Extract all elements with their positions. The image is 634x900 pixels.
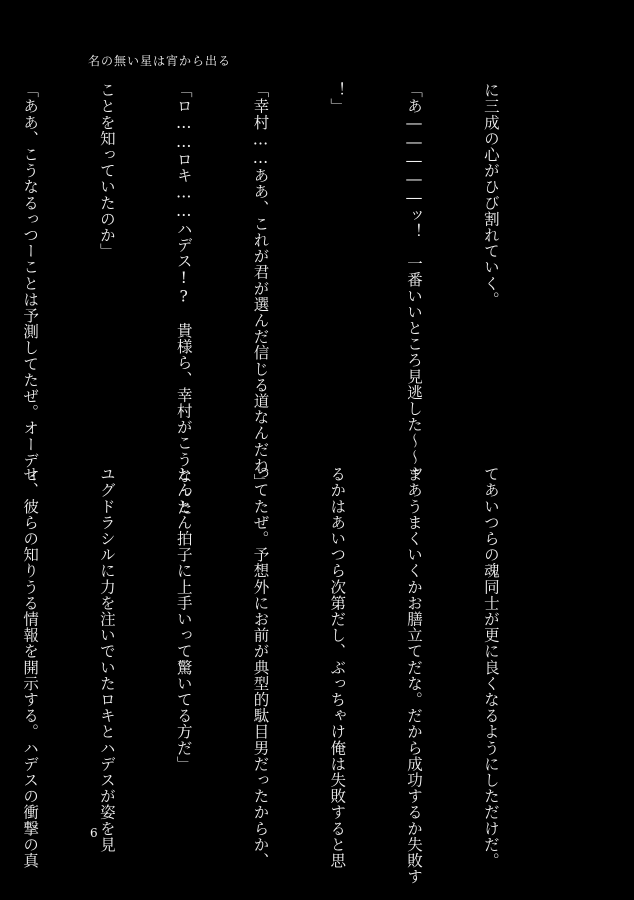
text-column: ってたぜ。予想外にお前が典型的駄目男だったからか、 — [251, 466, 270, 869]
text-column: 「ああ、こうなるっつーことは予測してたぜ。オーディ — [21, 82, 40, 485]
text-block-upper — [0, 82, 554, 516]
text-column: 「ロ……ロキ……ハデス!? 貴様ら、幸村がこうなった — [174, 82, 193, 516]
text-column: 「幸村……ああ、これが君が選んだ信じる道なんだね」 — [251, 82, 270, 490]
text-column: ことを知っていたのか」 — [97, 82, 116, 260]
text-column: るかはあいつら次第だし、ぶっちゃけ俺は失敗すると思 — [328, 466, 347, 869]
text-column: とんとん拍子に上手いって驚いてる方だ」 — [174, 466, 193, 772]
running-head: 名の無い星は宵から出る — [88, 54, 232, 68]
text-column: まあうまくいくかお膳立てだな。だから成功するか失敗す — [405, 466, 424, 885]
page-number: 6 — [90, 826, 98, 840]
text-column: てあいつらの魂同士が更に良くなるようにしただけだ。 — [481, 466, 500, 869]
text-column: に三成の心がひび割れていく。 — [481, 82, 500, 308]
text-column: せ、彼らの知りうる情報を開示する。ハデスの衝撃の真 — [21, 466, 40, 869]
text-column: ユグドラシルに力を注いでいたロキとハデスが姿を見 — [97, 466, 116, 853]
text-block-lower — [0, 466, 554, 885]
text-column: 「あ―――――ッ！ 一番いいところ見逃した～～ッ — [405, 82, 424, 481]
text-column: ！」 — [328, 82, 347, 115]
